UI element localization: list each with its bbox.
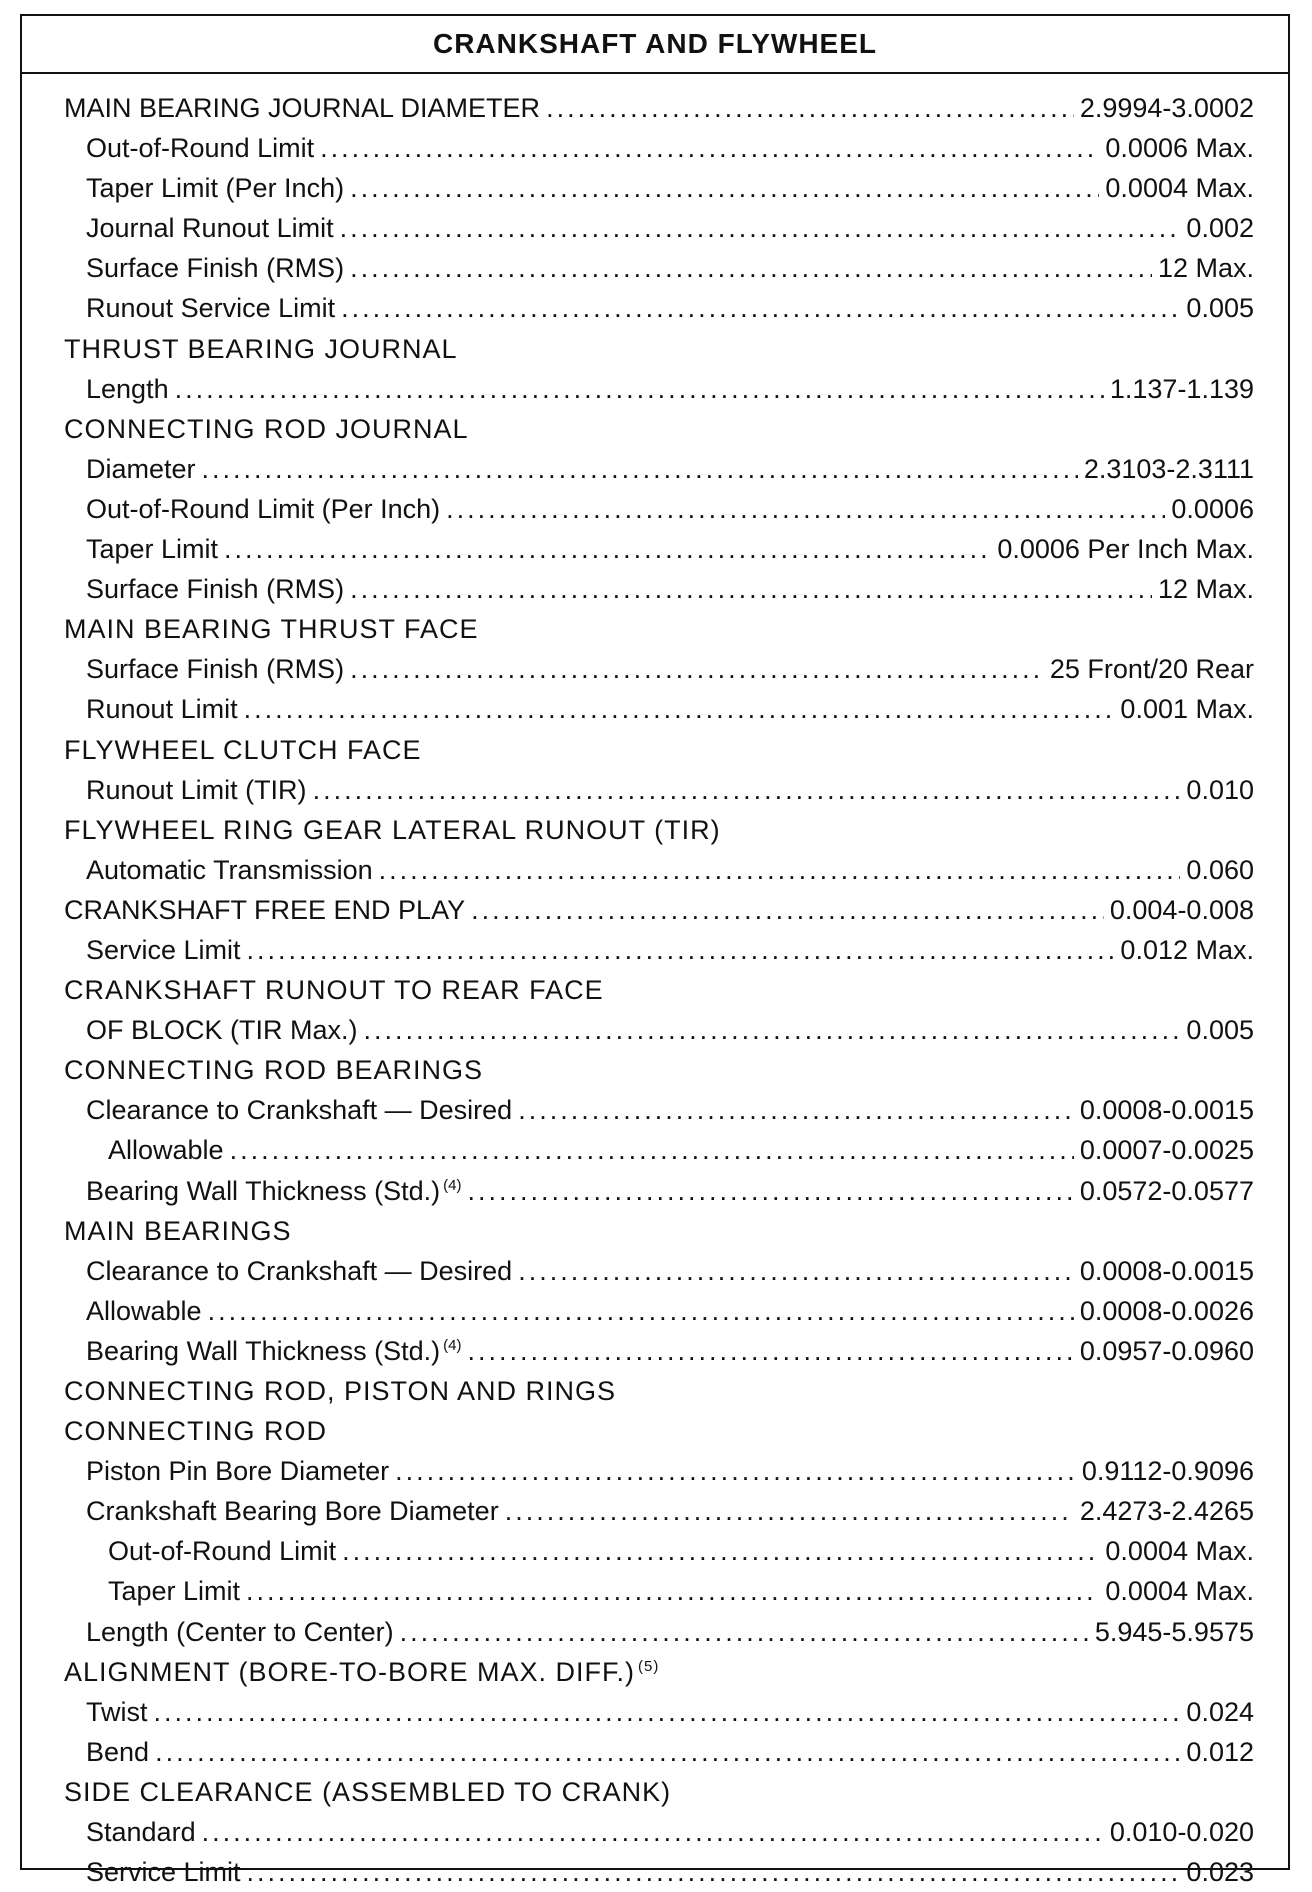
- spec-row: [64, 850, 1254, 890]
- spec-label-text: Runout Limit (TIR): [86, 774, 307, 805]
- spec-row: [64, 649, 1254, 689]
- spec-label: [86, 489, 440, 529]
- spec-label: [86, 128, 314, 168]
- spec-label: [64, 730, 422, 770]
- spec-value: 2.4273-2.4265: [1079, 1496, 1254, 1527]
- spec-value: 5.945-5.9575: [1094, 1616, 1254, 1647]
- spec-label: [86, 1010, 358, 1050]
- spec-label: [86, 689, 238, 729]
- spec-label-text: Crankshaft Bearing Bore Diameter: [86, 1496, 499, 1527]
- dot-leader: [208, 1291, 1074, 1331]
- spec-label: [108, 1531, 336, 1571]
- spec-value: 0.0008-0.0015: [1079, 1255, 1254, 1286]
- spec-label-text: Allowable: [86, 1295, 202, 1326]
- spec-label-text: Standard: [86, 1817, 196, 1848]
- spec-value: 0.0008-0.0015: [1079, 1095, 1254, 1126]
- dot-leader: [350, 649, 1044, 689]
- spec-label-text: Diameter: [86, 453, 196, 484]
- dot-leader: [224, 529, 991, 569]
- spec-value: 0.024: [1186, 1696, 1254, 1727]
- spec-label: [86, 369, 169, 409]
- spec-label: [86, 1612, 394, 1652]
- spec-label-text: Surface Finish (RMS): [86, 574, 345, 605]
- spec-value: 12 Max.: [1157, 574, 1254, 605]
- spec-label-text: Bend: [86, 1736, 150, 1767]
- spec-row: [64, 1612, 1254, 1652]
- spec-label-text: Out-of-Round Limit: [86, 133, 315, 164]
- spec-value: 0.010-0.020: [1109, 1817, 1254, 1848]
- spec-label-text: Piston Pin Bore Diameter: [86, 1456, 390, 1487]
- spec-label-text: Journal Runout Limit: [86, 213, 334, 244]
- spec-label: [86, 1812, 196, 1852]
- spec-label-text: Automatic Transmission: [86, 854, 373, 885]
- spec-label-text: CRANKSHAFT RUNOUT TO REAR FACE: [64, 975, 604, 1006]
- dot-leader: [505, 1491, 1074, 1531]
- spec-label-text: CRANKSHAFT FREE END PLAY: [64, 894, 466, 925]
- spec-label: [86, 850, 373, 890]
- spec-row: [64, 1090, 1254, 1130]
- spec-row: [64, 409, 1254, 449]
- spec-label-text: CONNECTING ROD BEARINGS: [64, 1055, 484, 1086]
- spec-value: 0.005: [1186, 293, 1254, 324]
- spec-label: [86, 248, 344, 288]
- spec-row: [64, 810, 1254, 850]
- dot-leader: [379, 850, 1181, 890]
- spec-label-text: Surface Finish (RMS): [86, 253, 345, 284]
- spec-label-text: Taper Limit: [86, 534, 219, 565]
- spec-value: 0.0006 Max.: [1105, 133, 1254, 164]
- spec-value: 0.0007-0.0025: [1079, 1135, 1254, 1166]
- spec-label-text: Clearance to Crankshaft — Desired: [86, 1095, 513, 1126]
- spec-label-text: Taper Limit: [108, 1576, 241, 1607]
- spec-table: [20, 14, 1290, 1888]
- spec-row: [64, 770, 1254, 810]
- spec-row: [64, 1692, 1254, 1732]
- spec-row: [64, 1451, 1254, 1491]
- spec-label: [86, 1852, 241, 1892]
- spec-value: 0.001 Max.: [1120, 694, 1254, 725]
- spec-label: [86, 208, 334, 248]
- spec-label-text: Out-of-Round Limit: [108, 1536, 337, 1567]
- spec-label-text: MAIN BEARING JOURNAL DIAMETER: [64, 93, 541, 123]
- spec-label: [86, 1732, 149, 1772]
- spec-label: [64, 810, 721, 850]
- spec-value: 0.004-0.008: [1109, 894, 1254, 925]
- spec-label-text: MAIN BEARING THRUST FACE: [64, 614, 479, 645]
- spec-value: 0.060: [1186, 854, 1254, 885]
- spec-row: [64, 1291, 1254, 1331]
- spec-value: 0.0006 Per Inch Max.: [997, 534, 1254, 565]
- dot-leader: [341, 288, 1180, 328]
- dot-leader: [467, 1171, 1073, 1211]
- spec-value: 0.023: [1186, 1857, 1254, 1888]
- dot-leader: [244, 689, 1115, 729]
- spec-row: [64, 1211, 1254, 1251]
- spec-label: [64, 1211, 292, 1251]
- spec-row: [64, 1531, 1254, 1571]
- spec-row: [64, 329, 1254, 369]
- dot-leader: [313, 770, 1181, 810]
- dot-leader: [446, 489, 1165, 529]
- dot-leader: [350, 569, 1152, 609]
- spec-row: [64, 730, 1254, 770]
- spec-row: [64, 128, 1254, 168]
- dot-leader: [342, 1531, 1099, 1571]
- table-title: CRANKSHAFT AND FLYWHEEL: [22, 16, 1288, 74]
- footnote-ref: (5): [638, 1657, 660, 1675]
- dot-leader: [230, 1130, 1074, 1170]
- spec-label: [86, 1491, 499, 1531]
- spec-label: [64, 329, 458, 369]
- spec-row: [64, 1852, 1254, 1892]
- spec-label-text: CONNECTING ROD, PISTON AND RINGS: [64, 1376, 617, 1406]
- spec-row: [64, 1652, 1254, 1692]
- spec-label: [86, 569, 344, 609]
- spec-label-text: Out-of-Round Limit (Per Inch): [86, 493, 441, 524]
- spec-label-text: Runout Limit: [86, 694, 238, 725]
- spec-label-text: MAIN BEARINGS: [64, 1215, 292, 1246]
- spec-label: [86, 1171, 461, 1211]
- dot-leader: [350, 248, 1152, 288]
- spec-label-text: Taper Limit (Per Inch): [86, 173, 345, 204]
- spec-label: [86, 288, 335, 328]
- dot-leader: [395, 1451, 1076, 1491]
- spec-label: [86, 1251, 512, 1291]
- dot-leader: [340, 208, 1181, 248]
- spec-label: [86, 1331, 461, 1371]
- spec-row: [64, 489, 1254, 529]
- spec-row: [64, 168, 1254, 208]
- spec-label: [86, 168, 344, 208]
- spec-label-text: FLYWHEEL CLUTCH FACE: [64, 734, 422, 765]
- spec-label: [64, 890, 465, 930]
- spec-label: [86, 649, 344, 689]
- dot-leader: [364, 1010, 1181, 1050]
- spec-value: 0.005: [1186, 1015, 1254, 1046]
- spec-row: [64, 529, 1254, 569]
- spec-row: [64, 248, 1254, 288]
- spec-row: [64, 970, 1254, 1010]
- spec-row: [64, 1010, 1254, 1050]
- spec-label-text: Service Limit: [86, 1857, 241, 1888]
- spec-value: 0.010: [1186, 774, 1254, 805]
- spec-label: [108, 1130, 224, 1170]
- dot-leader: [350, 168, 1099, 208]
- spec-label-text: THRUST BEARING JOURNAL: [64, 333, 458, 364]
- spec-label: [108, 1571, 240, 1611]
- dot-leader: [154, 1692, 1181, 1732]
- spec-value: 0.012 Max.: [1120, 934, 1254, 965]
- dot-leader: [155, 1732, 1180, 1772]
- spec-value: 12 Max.: [1157, 253, 1254, 284]
- spec-label: [86, 1291, 202, 1331]
- spec-label: [86, 930, 241, 970]
- dot-leader: [518, 1251, 1074, 1291]
- spec-label: [64, 1772, 671, 1812]
- spec-row: [64, 1812, 1254, 1852]
- spec-row: [64, 1371, 1254, 1411]
- spec-label: [64, 609, 479, 649]
- spec-value: 0.0957-0.0960: [1079, 1335, 1254, 1366]
- spec-value: 0.0008-0.0026: [1079, 1295, 1254, 1326]
- spec-label: [64, 1411, 327, 1451]
- dot-leader: [320, 128, 1099, 168]
- spec-row: [64, 88, 1254, 128]
- spec-row: [64, 1050, 1254, 1090]
- spec-row: [64, 689, 1254, 729]
- spec-label-text: CONNECTING ROD: [64, 1416, 327, 1447]
- spec-value: 0.012: [1186, 1736, 1254, 1767]
- spec-row: [64, 1171, 1254, 1211]
- spec-label-text: Length: [86, 373, 169, 404]
- spec-row: [64, 369, 1254, 409]
- spec-label-text: Clearance to Crankshaft — Desired: [86, 1255, 513, 1286]
- spec-label: [86, 449, 196, 489]
- spec-label: [86, 1090, 512, 1130]
- spec-row: [64, 1411, 1254, 1451]
- spec-value: 0.002: [1186, 213, 1254, 244]
- spec-label-text: SIDE CLEARANCE (ASSEMBLED TO CRANK): [64, 1776, 672, 1807]
- footnote-ref: (4): [443, 1176, 462, 1194]
- spec-row: [64, 569, 1254, 609]
- spec-rows: [22, 74, 1288, 1892]
- dot-leader: [467, 1331, 1073, 1371]
- spec-value: 0.0004 Max.: [1105, 173, 1254, 204]
- spec-label-text: Service Limit: [86, 934, 241, 965]
- spec-label: [64, 1371, 616, 1411]
- spec-row: [64, 1251, 1254, 1291]
- spec-label: [86, 529, 218, 569]
- spec-row: [64, 288, 1254, 328]
- spec-label-text: Surface Finish (RMS): [86, 654, 345, 685]
- spec-label-text: ALIGNMENT (BORE-TO-BORE MAX. DIFF.): [64, 1656, 636, 1687]
- spec-value: 2.9994-3.0002: [1079, 93, 1254, 123]
- spec-label: [86, 770, 307, 810]
- footnote-ref: (4): [443, 1336, 462, 1354]
- spec-label: [64, 409, 469, 449]
- spec-row: [64, 1331, 1254, 1371]
- spec-value: 0.0004 Max.: [1105, 1536, 1254, 1567]
- dot-leader: [202, 1812, 1104, 1852]
- spec-row: [64, 890, 1254, 930]
- spec-label: [64, 88, 540, 128]
- spec-label: [86, 1451, 389, 1491]
- spec-value: 1.137-1.139: [1109, 373, 1254, 404]
- spec-label: [86, 1692, 148, 1732]
- dot-leader: [246, 1571, 1099, 1611]
- spec-value: 0.9112-0.9096: [1081, 1456, 1254, 1487]
- dot-leader: [247, 1852, 1181, 1892]
- spec-row: [64, 1491, 1254, 1531]
- spec-row: [64, 1732, 1254, 1772]
- spec-row: [64, 609, 1254, 649]
- spec-row: [64, 208, 1254, 248]
- spec-value: 25 Front/20 Rear: [1049, 654, 1254, 685]
- spec-label-text: CONNECTING ROD JOURNAL: [64, 413, 469, 444]
- spec-row: [64, 1772, 1254, 1812]
- dot-leader: [546, 88, 1074, 128]
- dot-leader: [471, 890, 1104, 930]
- spec-label-text: Length (Center to Center): [86, 1616, 394, 1647]
- spec-row: [64, 1571, 1254, 1611]
- spec-value: 0.0004 Max.: [1105, 1576, 1254, 1607]
- spec-row: [64, 449, 1254, 489]
- spec-label-text: Allowable: [108, 1135, 224, 1166]
- spec-label: [64, 1050, 483, 1090]
- spec-label-text: FLYWHEEL RING GEAR LATERAL RUNOUT (TIR): [64, 814, 721, 845]
- dot-leader: [175, 369, 1104, 409]
- spec-label-text: Bearing Wall Thickness (Std.): [86, 1175, 441, 1206]
- dot-leader: [518, 1090, 1074, 1130]
- spec-label-text: Twist: [86, 1696, 148, 1727]
- spec-label-text: Runout Service Limit: [86, 293, 336, 324]
- dot-leader: [400, 1612, 1089, 1652]
- spec-value: 0.0006: [1171, 493, 1254, 524]
- dot-leader: [202, 449, 1078, 489]
- spec-value: 2.3103-2.3111: [1083, 453, 1254, 484]
- spec-row: [64, 1130, 1254, 1170]
- spec-row: [64, 930, 1254, 970]
- spec-label-text: OF BLOCK (TIR Max.): [86, 1015, 358, 1046]
- spec-value: 0.0572-0.0577: [1079, 1175, 1254, 1206]
- spec-label-text: Bearing Wall Thickness (Std.): [86, 1335, 441, 1366]
- dot-leader: [247, 930, 1115, 970]
- spec-label: [64, 1652, 659, 1692]
- spec-label: [64, 970, 604, 1010]
